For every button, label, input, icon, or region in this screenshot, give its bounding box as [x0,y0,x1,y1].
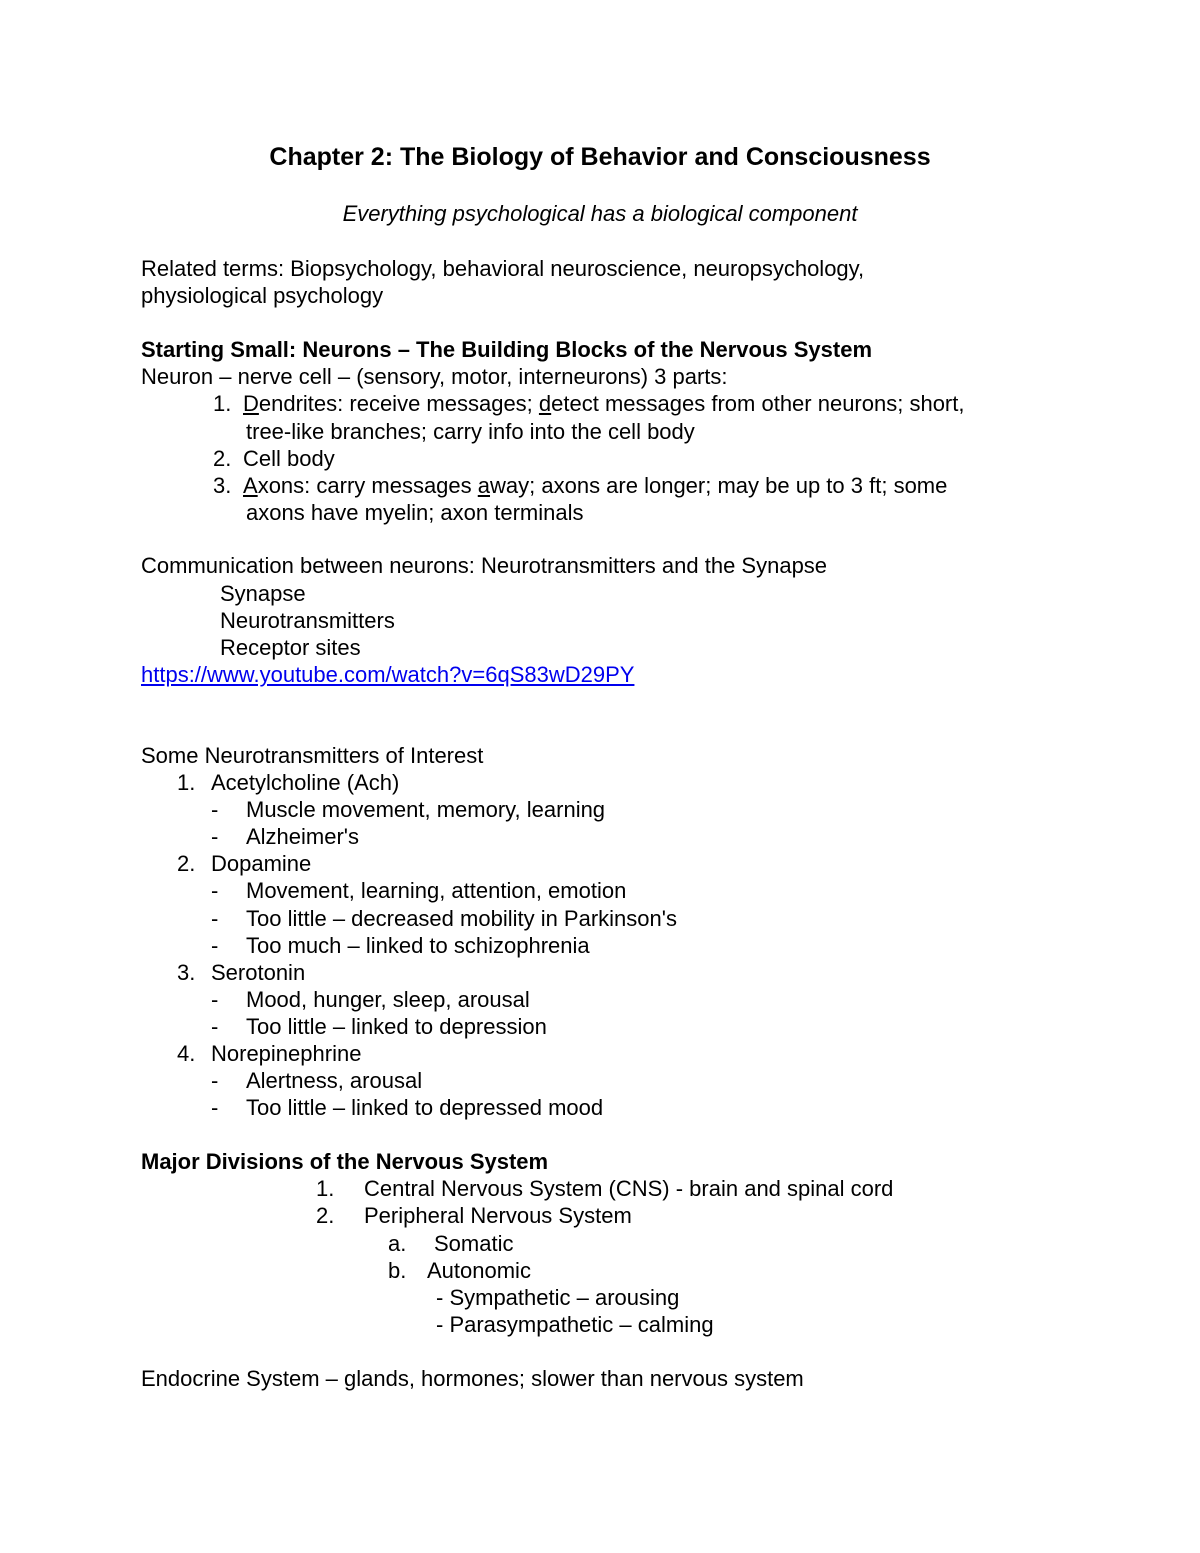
ach-name: Acetylcholine (Ach) [211,770,400,795]
norepinephrine-number: 4. [177,1041,196,1066]
parasympathetic-item: - Parasympathetic – calming [436,1312,714,1337]
ach-point-1: Muscle movement, memory, learning [246,797,606,822]
norepinephrine-point-1: Alertness, arousal [246,1068,423,1093]
serotonin-name: Serotonin [211,960,306,985]
dendrites-initial: D [243,391,259,416]
related-terms-line1: Related terms: Biopsychology, behavioral neuroscience, neuropsychology, [141,256,865,281]
axons-number: 3. [213,473,232,498]
communication-heading: Communication between neurons: Neurotransmitters and the Synapse [141,553,828,578]
serotonin-point-2: Too little – linked to depression [246,1014,547,1039]
dendrites-text [243,391,964,417]
synapse-item: Synapse [220,581,306,606]
norepinephrine-dash-1: - [211,1068,219,1093]
neuron-intro: Neuron – nerve cell – (sensory, motor, interneurons) 3 parts: [141,364,728,389]
serotonin-point-1: Mood, hunger, sleep, arousal [246,987,530,1012]
ach-dash-1: - [211,797,219,822]
dopamine-name: Dopamine [211,851,312,876]
endocrine-line: Endocrine System – glands, hormones; slower than nervous system [141,1366,804,1391]
divisions-heading: Major Divisions of the Nervous System [141,1149,549,1174]
norepinephrine-name: Norepinephrine [211,1041,362,1066]
axons-text-b: way; axons are longer; may be up to 3 ft; some [490,473,948,498]
ach-point-2: Alzheimer's [246,824,360,849]
related-terms-line2: physiological psychology [141,283,384,308]
detect-initial: d [538,391,552,416]
dopamine-point-1: Movement, learning, attention, emotion [246,878,627,903]
ach-dash-2: - [211,824,219,849]
serotonin-number: 3. [177,960,196,985]
dendrites-text-b: etect messages from other neurons; short, [551,391,965,416]
pns-number: 2. [316,1203,335,1228]
youtube-link[interactable]: https://www.youtube.com/watch?v=6qS83wD29PY [141,662,635,687]
cell-body-text: Cell body [243,446,335,471]
axons-text [243,473,947,499]
page-title: Chapter 2: The Biology of Behavior and Consciousness [269,143,931,171]
neurotransmitters-heading: Some Neurotransmitters of Interest [141,743,484,768]
serotonin-dash-1: - [211,987,219,1012]
dendrites-number: 1. [213,391,232,416]
dopamine-dash-1: - [211,878,219,903]
page-subtitle: Everything psychological has a biological component [342,201,858,226]
autonomic-letter: b. [388,1258,407,1283]
ach-number: 1. [177,770,196,795]
serotonin-dash-2: - [211,1014,219,1039]
norepinephrine-point-2: Too little – linked to depressed mood [246,1095,604,1120]
dopamine-dash-2: - [211,906,219,931]
neurotransmitters-item: Neurotransmitters [220,608,395,633]
cns-text: Central Nervous System (CNS) - brain and spinal cord [364,1176,894,1201]
cell-body-number: 2. [213,446,232,471]
receptor-sites-item: Receptor sites [220,635,361,660]
dopamine-number: 2. [177,851,196,876]
axons-initial: A [243,473,258,498]
sympathetic-item: - Sympathetic – arousing [436,1285,680,1310]
cns-number: 1. [316,1176,335,1201]
dopamine-dash-3: - [211,933,219,958]
away-initial: a [477,473,491,498]
dopamine-point-2: Too little – decreased mobility in Parkinson's [246,906,677,931]
axons-text-a: xons: carry messages [257,473,478,498]
somatic-text: Somatic [434,1231,514,1256]
autonomic-text: Autonomic [427,1258,531,1283]
dendrites-continuation: tree-like branches; carry info into the cell body [246,419,695,444]
neurons-heading: Starting Small: Neurons – The Building Blocks of the Nervous System [141,337,873,362]
dopamine-point-3: Too much – linked to schizophrenia [246,933,590,958]
axons-continuation: axons have myelin; axon terminals [246,500,584,525]
somatic-letter: a. [388,1231,407,1256]
pns-text: Peripheral Nervous System [364,1203,632,1228]
norepinephrine-dash-2: - [211,1095,219,1120]
dendrites-text-a: endrites: receive messages; [258,391,539,416]
